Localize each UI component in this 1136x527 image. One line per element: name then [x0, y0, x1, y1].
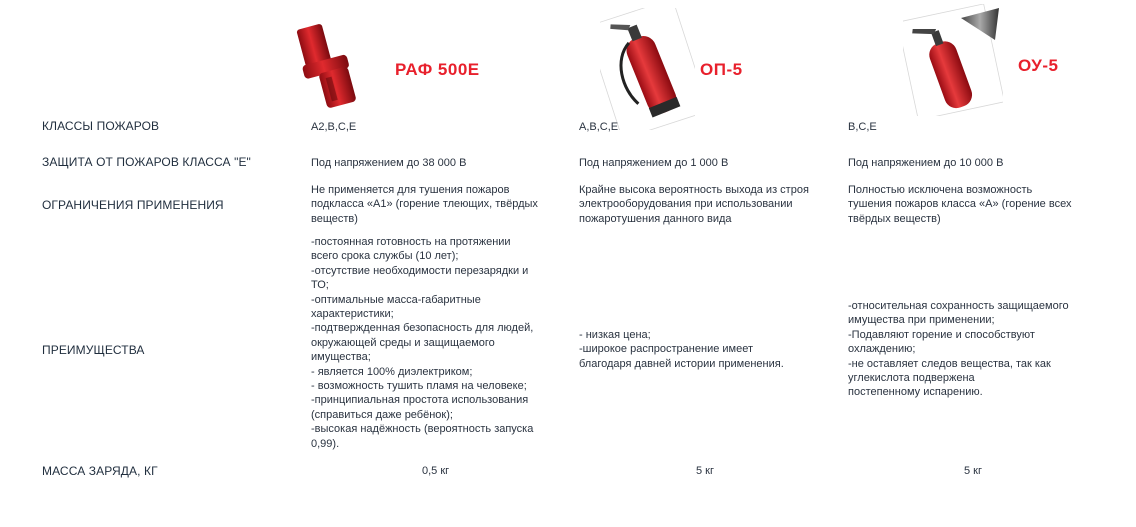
advantages-ou-line: -относительная сохранность защищаемого	[848, 300, 1069, 312]
advantages-raf-line: окружающей среды и защищаемого	[311, 336, 495, 349]
limitations-op-line: пожаротушения данного вида	[579, 212, 732, 225]
product-name-raf-500e: РАФ 500Е	[395, 60, 480, 79]
limitations-raf-line: веществ)	[311, 212, 358, 225]
row-label-charge-mass: МАССА ЗАРЯДА, КГ	[42, 464, 158, 478]
advantages-raf-line: ТО;	[311, 279, 329, 292]
limitations-op-line: электрооборудования при использовании	[579, 198, 793, 211]
advantages-ou-line: -Подавляют горение и способствуют	[848, 328, 1035, 341]
fire-classes-raf: А2,В,С,Е	[311, 121, 357, 133]
limitations-op-line: Крайне высока вероятность выхода из строя	[579, 184, 809, 196]
limitations-raf	[311, 183, 551, 226]
charge-mass-raf: 0,5 кг	[422, 465, 450, 477]
fire-classes-ou: В,С,Е	[848, 121, 877, 133]
limitations-ou-line: тушения пожаров класса «А» (горение всех	[848, 198, 1072, 211]
advantages-raf-line: -оптимальные масса-габаритные	[311, 293, 481, 306]
advantages-op-line: - низкая цена;	[579, 329, 651, 341]
class-e-raf: Под напряжением до 38 000 В	[311, 157, 467, 169]
row-label-advantages: ПРЕИМУЩЕСТВА	[42, 343, 145, 357]
limitations-ou-line: Полностью исключена возможность	[848, 184, 1033, 196]
limitations-raf-line: подкласса «А1» (горение тлеющих, твёрдых	[311, 198, 538, 211]
limitations-raf-line: Не применяется для тушения пожаров	[311, 184, 510, 196]
advantages-ou-line: -не оставляет следов вещества, так как	[848, 357, 1051, 370]
advantages-raf-line: -постоянная готовность на протяжении	[311, 236, 511, 248]
advantages-raf-line: -подтвержденная безопасность для людей,	[311, 322, 534, 335]
class-e-op: Под напряжением до 1 000 В	[579, 157, 729, 169]
product-name-op-5: ОП-5	[700, 60, 743, 79]
fire-classes-op: А,В,С,Е	[579, 121, 619, 133]
advantages-ou-line: постепенному испарению.	[848, 386, 983, 399]
advantages-raf-line: 0,99).	[311, 437, 340, 450]
row-label-limitations: ОГРАНИЧЕНИЯ ПРИМЕНЕНИЯ	[42, 198, 224, 212]
advantages-raf-line: -принципиальная простота использования	[311, 394, 529, 407]
co2-extinguisher-icon	[903, 4, 1003, 116]
advantages-ou	[848, 299, 1098, 400]
advantages-ou-line: углекислота подвержена	[848, 372, 975, 385]
class-e-ou: Под напряжением до 10 000 В	[848, 157, 1004, 169]
advantages-raf-line: -высокая надёжность (вероятность запуска	[311, 423, 534, 436]
powder-extinguisher-icon	[600, 8, 695, 130]
advantages-op-line: -широкое распространение имеет	[579, 343, 753, 356]
advantages-raf-line: всего срока службы (10 лет);	[311, 250, 459, 263]
advantages-op-line: благодаря давней истории применения.	[579, 357, 784, 370]
product-image-ou-5	[903, 4, 1003, 116]
advantages-raf-line: (справиться даже ребёнок);	[311, 408, 453, 421]
charge-mass-op: 5 кг	[696, 465, 714, 477]
product-image-op-5	[600, 8, 695, 130]
advantages-ou-line: имущества при применении;	[848, 314, 995, 327]
advantages-ou-line: охлаждению;	[848, 343, 916, 356]
charge-mass-ou: 5 кг	[964, 465, 982, 477]
limitations-ou-line: твёрдых веществ)	[848, 212, 941, 225]
limitations-op	[579, 183, 824, 226]
row-label-fire-classes: КЛАССЫ ПОЖАРОВ	[42, 119, 160, 133]
product-image-raf-500e	[292, 18, 370, 108]
advantages-raf-line: имущества;	[311, 351, 371, 364]
advantages-raf-line: - возможность тушить пламя на человеке;	[311, 380, 527, 393]
advantages-raf-line: -отсутствие необходимости перезарядки и	[311, 264, 529, 277]
advantages-raf	[311, 235, 551, 451]
product-name-ou-5: ОУ-5	[1018, 56, 1059, 75]
advantages-raf-line: - является 100% диэлектриком;	[311, 365, 473, 378]
advantages-raf-line: характеристики;	[311, 308, 394, 321]
limitations-ou	[848, 183, 1098, 226]
row-label-class-e-protection: ЗАЩИТА ОТ ПОЖАРОВ КЛАССА "Е"	[42, 155, 251, 169]
advantages-op	[579, 328, 824, 371]
red-cylinder-extinguisher-icon	[292, 18, 370, 108]
